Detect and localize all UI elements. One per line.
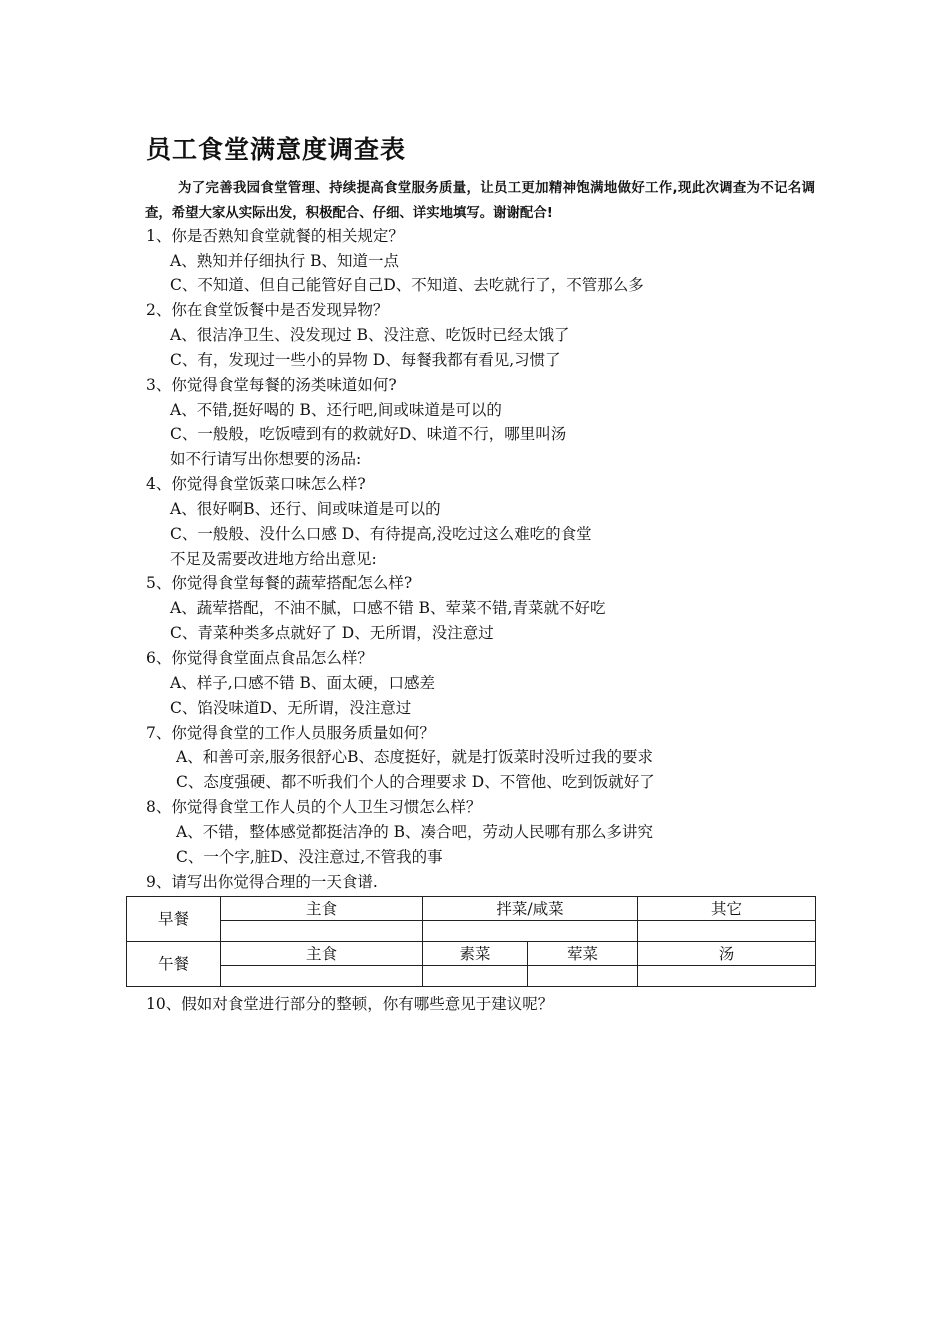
question-8-options-cd: C、一个字,脏D、没注意过,不管我的事 — [176, 848, 443, 866]
question-8: 8、你觉得食堂工作人员的个人卫生习惯怎么样？ — [146, 798, 482, 816]
question-2: 2、你在食堂饭餐中是否发现异物？ — [146, 301, 389, 319]
question-7-options-ab: A、和善可亲,服务很舒心B、态度挺好，就是打饭菜时没听过我的要求 — [176, 748, 654, 766]
breakfast-other-cell[interactable] — [638, 921, 816, 942]
breakfast-staple-cell[interactable] — [221, 921, 423, 942]
question-5-options-ab: A、蔬荤搭配，不油不腻，口感不错 B、荤菜不错,青菜就不好吃 — [170, 599, 606, 617]
breakfast-col-pickles: 拌菜/咸菜 — [423, 897, 638, 921]
breakfast-entry-row — [127, 921, 816, 942]
question-4-options-cd: C、一般般、没什么口感 D、有待提高,没吃过这么难吃的食堂 — [170, 525, 592, 543]
question-2-options-ab: A、很洁净卫生、没发现过 B、没注意、吃饭时已经太饿了 — [170, 326, 570, 344]
breakfast-pickles-cell[interactable] — [423, 921, 638, 942]
intro-paragraph: 为了完善我园食堂管理、持续提高食堂服务质量，让员工更加精神饱满地做好工作,现此次调查为不记名调查，希望大家从实际出发，积极配合、仔细、详实地填写。谢谢配合! — [145, 181, 815, 221]
question-7: 7、你觉得食堂的工作人员服务质量如何？ — [146, 724, 435, 742]
question-8-options-ab: A、不错，整体感觉都挺洁净的 B、凑合吧，劳动人民哪有那么多讲究 — [176, 823, 654, 841]
question-5: 5、你觉得食堂每餐的蔬荤搭配怎么样? — [146, 574, 413, 592]
breakfast-label: 早餐 — [127, 897, 221, 942]
lunch-entry-row — [127, 966, 816, 987]
lunch-col-staple: 主食 — [221, 942, 423, 966]
lunch-vegetable-cell[interactable] — [423, 966, 528, 987]
question-2-options-cd: C、有，发现过一些小的异物 D、每餐我都有看见,习惯了 — [170, 351, 561, 369]
question-6-options-cd: C、馅没味道D、无所谓，没注意过 — [170, 699, 412, 717]
question-1-options-cd: C、不知道、但自己能管好自己D、不知道、去吃就行了，不管那么多 — [170, 276, 644, 294]
question-6: 6、你觉得食堂面点食品怎么样？ — [146, 649, 373, 667]
breakfast-col-staple: 主食 — [221, 897, 423, 921]
lunch-header-row — [127, 942, 816, 966]
lunch-meat-cell[interactable] — [528, 966, 638, 987]
lunch-staple-cell[interactable] — [221, 966, 423, 987]
question-4: 4、你觉得食堂饭菜口味怎么样? — [146, 475, 366, 493]
question-4-followup: 不足及需要改进地方给出意见: — [170, 550, 377, 568]
meal-plan-table — [126, 896, 816, 987]
lunch-soup-cell[interactable] — [638, 966, 816, 987]
question-1-options-ab: A、熟知并仔细执行 B、知道一点 — [170, 252, 400, 270]
page-title: 员工食堂满意度调查表 — [146, 135, 407, 164]
breakfast-header-row — [127, 897, 816, 921]
lunch-col-meat: 荤菜 — [528, 942, 638, 966]
question-4-options-ab: A、很好啊B、还行、间或味道是可以的 — [170, 500, 441, 518]
question-3-options-ab: A、不错,挺好喝的 B、还行吧,间或味道是可以的 — [170, 401, 502, 419]
question-7-options-cd: C、态度强硬、都不听我们个人的合理要求 D、不管他、吃到饭就好了 — [176, 773, 655, 791]
question-3: 3、你觉得食堂每餐的汤类味道如何? — [146, 376, 397, 394]
question-3-options-cd: C、一般般，吃饭噎到有的救就好D、味道不行，哪里叫汤 — [170, 425, 567, 443]
question-1: 1、你是否熟知食堂就餐的相关规定？ — [146, 227, 404, 245]
question-5-options-cd: C、青菜种类多点就好了 D、无所谓，没注意过 — [170, 624, 494, 642]
question-3-followup: 如不行请写出你想要的汤品: — [170, 450, 362, 468]
lunch-label: 午餐 — [127, 942, 221, 987]
question-10: 10、假如对食堂进行部分的整顿，你有哪些意见于建议呢？ — [146, 995, 554, 1013]
question-6-options-ab: A、样子,口感不错 B、面太硬，口感差 — [170, 674, 435, 692]
lunch-col-vegetable: 素菜 — [423, 942, 528, 966]
lunch-col-soup: 汤 — [638, 942, 816, 966]
question-9: 9、请写出你觉得合理的一天食谱. — [146, 873, 378, 891]
breakfast-col-other: 其它 — [638, 897, 816, 921]
